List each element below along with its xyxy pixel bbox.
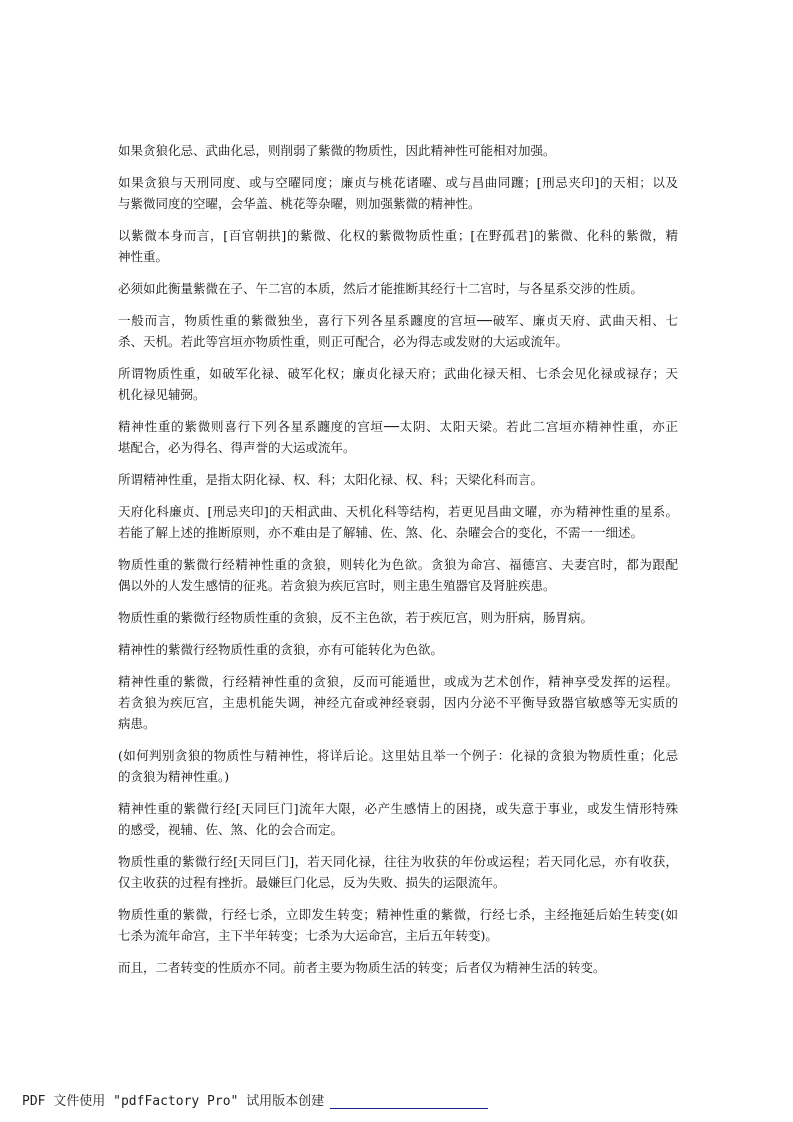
paragraph bbox=[118, 639, 678, 660]
text-line: 的贪狼为精神性重。) bbox=[118, 769, 230, 784]
paragraph bbox=[118, 278, 678, 299]
text-line: 堪配合，必为得名、得声誉的大运或流年。 bbox=[118, 440, 356, 455]
text-line: 必须如此衡量紫微在子、午二宫的本质，然后才能推断其经行十二宫时，与各星系交涉的性质。 bbox=[118, 281, 644, 296]
text-line: 精神性重的紫微，行经精神性重的贪狼，反而可能遁世，或成为艺术创作，精神享受发挥的运程。 bbox=[118, 674, 678, 689]
text-line: 精神性的紫微行经物质性重的贪狼，亦有可能转化为色欲。 bbox=[118, 642, 444, 657]
footer-link[interactable] bbox=[330, 1094, 488, 1109]
text-line: 神性重。 bbox=[118, 249, 169, 264]
paragraph bbox=[118, 501, 678, 543]
paragraph bbox=[118, 607, 678, 628]
text-line: 若贪狼为疾厄宫，主患机能失调，神经亢奋或神经衰弱，因内分泌不平衡导致器官敏感等无实质的 bbox=[118, 695, 678, 710]
text-line: 物质性重的紫微行经[天同巨门]，若天同化禄，往往为收获的年份或运程；若天同化忌，亦有收获， bbox=[118, 854, 678, 869]
text-line: 如果贪狼与天刑同度、或与空曜同度；廉贞与桃花诸曜、或与昌曲同躔；[刑忌夹印]的天相；以及 bbox=[118, 175, 678, 190]
text-line: 病患。 bbox=[118, 716, 156, 731]
text-line: 仅主收获的过程有挫折。最嫌巨门化忌，反为失败、损失的运限流年。 bbox=[118, 875, 506, 890]
paragraph bbox=[118, 416, 678, 458]
paragraph bbox=[118, 904, 678, 946]
text-line: (如何判别贪狼的物质性与精神性，将详后论。这里姑且举一个例子：化禄的贪狼为物质性重；化忌 bbox=[118, 748, 678, 763]
text-line: 如果贪狼化忌、武曲化忌，则削弱了紫微的物质性，因此精神性可能相对加强。 bbox=[118, 143, 556, 158]
paragraph bbox=[118, 798, 678, 840]
paragraph bbox=[118, 554, 678, 596]
document-body bbox=[118, 140, 678, 989]
footer-text: PDF 文件使用 "pdfFactory Pro" 试用版本创建 bbox=[22, 1094, 325, 1109]
text-line: 杀、天机。若此等宫垣亦物质性重，则正可配合，必为得志或发财的大运或流年。 bbox=[118, 334, 569, 349]
text-line: 物质性重的紫微行经物质性重的贪狼，反不主色欲，若于疾厄宫，则为肝病，肠胃病。 bbox=[118, 610, 594, 625]
text-line: 偶以外的人发生感情的征兆。若贪狼为疾厄宫时，则主患生殖器官及肾脏疾患。 bbox=[118, 578, 556, 593]
paragraph bbox=[118, 957, 678, 978]
paragraph bbox=[118, 671, 678, 734]
text-line: 以紫微本身而言，[百官朝拱]的紫微、化权的紫微物质性重；[在野孤君]的紫微、化科的紫微，精 bbox=[118, 228, 678, 243]
text-line: 物质性重的紫微，行经七杀，立即发生转变；精神性重的紫微，行经七杀，主经拖延后始生转变(如 bbox=[118, 907, 678, 922]
text-line: 物质性重的紫微行经精神性重的贪狼，则转化为色欲。贪狼为命宫、福德宫、夫妻宫时，都为跟配 bbox=[118, 557, 678, 572]
paragraph bbox=[118, 851, 678, 893]
paragraph bbox=[118, 745, 678, 787]
paragraph bbox=[118, 172, 678, 214]
text-line: 所谓物质性重，如破军化禄、破军化权；廉贞化禄天府；武曲化禄天相、七杀会见化禄或禄存；天 bbox=[118, 366, 678, 381]
paragraph bbox=[118, 310, 678, 352]
text-line: 若能了解上述的推断原则，亦不难由是了解辅、佐、煞、化、杂曜会合的变化，不需一一细述。 bbox=[118, 525, 644, 540]
paragraph bbox=[118, 363, 678, 405]
text-line: 精神性重的紫微行经[天同巨门]流年大限，必产生感情上的困挠，或失意于事业，或发生情形特殊 bbox=[118, 801, 678, 816]
text-line: 一般而言，物质性重的紫微独坐，喜行下列各星系躔度的宫垣──破军、廉贞天府、武曲天相、七 bbox=[118, 313, 678, 328]
text-line: 精神性重的紫微则喜行下列各星系躔度的宫垣──太阴、太阳天梁。若此二宫垣亦精神性重，亦正 bbox=[118, 419, 678, 434]
text-line: 所谓精神性重，是指太阴化禄、权、科；太阳化禄、权、科；天梁化科而言。 bbox=[118, 472, 544, 487]
pdf-watermark-footer bbox=[22, 1090, 488, 1109]
text-line: 而且，二者转变的性质亦不同。前者主要为物质生活的转变；后者仅为精神生活的转变。 bbox=[118, 960, 606, 975]
text-line: 机化禄见辅弼。 bbox=[118, 387, 206, 402]
text-line: 的感受，视辅、佐、煞、化的会合而定。 bbox=[118, 822, 344, 837]
text-line: 与紫微同度的空曜，会华盖、桃花等杂曜，则加强紫微的精神性。 bbox=[118, 196, 481, 211]
paragraph bbox=[118, 225, 678, 267]
text-line: 七杀为流年命宫，主下半年转变；七杀为大运命宫，主后五年转变)。 bbox=[118, 928, 498, 943]
paragraph bbox=[118, 140, 678, 161]
paragraph bbox=[118, 469, 678, 490]
text-line: 天府化科廉贞、[刑忌夹印]的天相武曲、天机化科等结构，若更见昌曲文曜，亦为精神性重的星系。 bbox=[118, 504, 678, 519]
